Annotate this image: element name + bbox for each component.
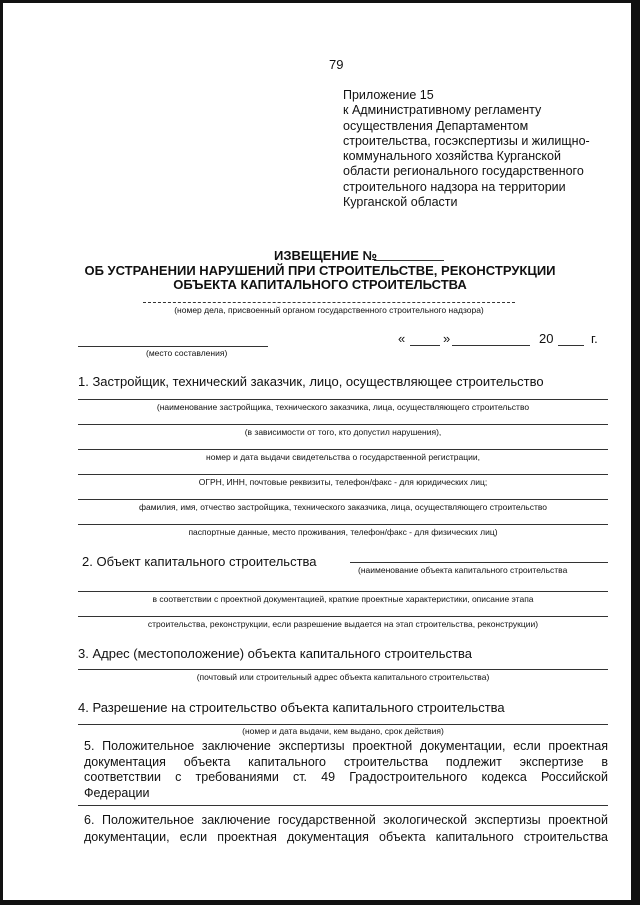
place-hint: (место составления) [146,348,228,358]
appendix-line: Приложение 15 [343,88,434,102]
section2-hint: (наименование объекта капитального строительства [358,565,568,575]
section3-field-line[interactable] [78,669,608,670]
section2-field-line[interactable] [78,616,608,617]
section5-paragraph [84,739,608,801]
section5-line: Федерации [84,785,150,800]
appendix-line: области регионального государственного [343,164,584,179]
section5-field-line[interactable] [78,805,608,806]
section6-line: документации, если проектная документация объекта капитального строительства [84,830,608,844]
notice-subtitle: ОБ УСТРАНЕНИИ НАРУШЕНИЙ ПРИ СТРОИТЕЛЬСТВЕ, РЕКОНСТРУКЦИИ [84,263,556,278]
scan-edge-left [0,0,3,905]
notice-number-line[interactable] [374,260,444,261]
section1-hint: паспортные данные, место проживания, телефон/факс - для физических лиц) [188,527,498,537]
page-number: 79 [329,57,344,72]
section5-line: соответствии с требованиями ст. 49 Градостроительного кодекса Российской [84,770,608,785]
notice-subtitle-2: ОБЪЕКТА КАПИТАЛЬНОГО СТРОИТЕЛЬСТВА [173,277,467,292]
scan-edge-bottom [0,900,640,905]
appendix-block [343,88,590,210]
section1-title: 1. Застройщик, технический заказчик, лицо, осуществляющее строительство [78,374,544,389]
date-close-quote: » [443,331,451,346]
section6-line: 6. Положительное заключение государственной экологической экспертизы проектной [84,813,608,827]
date-year-line[interactable] [558,345,584,346]
section4-field-line[interactable] [78,724,608,725]
appendix-line: осуществления Департаментом [343,118,529,133]
section1-field-line[interactable] [78,524,608,525]
section1-hint: фамилия, имя, отчество застройщика, технического заказчика, лица, осуществляющего строительство [138,502,548,512]
date-year-suffix: г. [591,331,598,346]
section1-field-line[interactable] [78,424,608,425]
appendix-line: коммунального хозяйства Курганской [343,149,561,164]
case-number-hint: (номер дела, присвоенный органом государственного строительного надзора) [174,305,484,315]
section2-title: 2. Объект капитального строительства [82,554,317,569]
section5-line: 5. Положительное заключение экспертизы проектной документации, если проектная [84,739,608,753]
appendix-line: к Административному регламенту [343,103,542,118]
section1-field-line[interactable] [78,499,608,500]
appendix-line: строительства, госэкспертизы и жилищно- [343,133,590,148]
section4-title: 4. Разрешение на строительство объекта капитального строительства [78,700,505,715]
section1-field-line[interactable] [78,399,608,400]
section1-hint: номер и дата выдачи свидетельства о государственной регистрации, [206,452,480,462]
date-month-line[interactable] [452,345,530,346]
place-line[interactable] [78,346,268,347]
appendix-line: Курганской области [343,195,458,210]
section1-hint: ОГРН, ИНН, почтовые реквизиты, телефон/факс - для юридических лиц; [198,477,488,487]
section2-field-line[interactable] [350,562,608,563]
section1-field-line[interactable] [78,474,608,475]
section2-hint: в соответствии с проектной документацией, краткие проектные характеристики, описание этапа [152,594,534,604]
section4-hint: (номер и дата выдачи, кем выдано, срок действия) [242,726,444,736]
section5-line: документация объекта капитального строительства подлежит экспертизе в [84,754,608,769]
section1-hint: (наименование застройщика, технического заказчика, лица, осуществляющего строительство [156,402,530,412]
notice-title: ИЗВЕЩЕНИЕ № [274,248,377,263]
appendix-line: строительного надзора на территории [343,179,566,194]
date-year-prefix: 20 [539,331,554,346]
section3-hint: (почтовый или строительный адрес объекта капитального строительства) [196,672,490,682]
date-day-line[interactable] [410,345,440,346]
section2-field-line[interactable] [78,591,608,592]
scan-edge-right [631,0,640,905]
scan-edge-top [0,0,640,3]
section3-title: 3. Адрес (местоположение) объекта капитального строительства [78,646,472,661]
section6-paragraph [84,812,608,846]
section1-hint: (в зависимости от того, кто допустил нарушения), [244,427,442,437]
section1-field-line[interactable] [78,449,608,450]
date-open-quote: « [398,331,406,346]
case-number-line[interactable] [143,302,515,303]
section2-hint: строительства, реконструкции, если разрешение выдается на этап строительства, реконструкции) [147,619,539,629]
